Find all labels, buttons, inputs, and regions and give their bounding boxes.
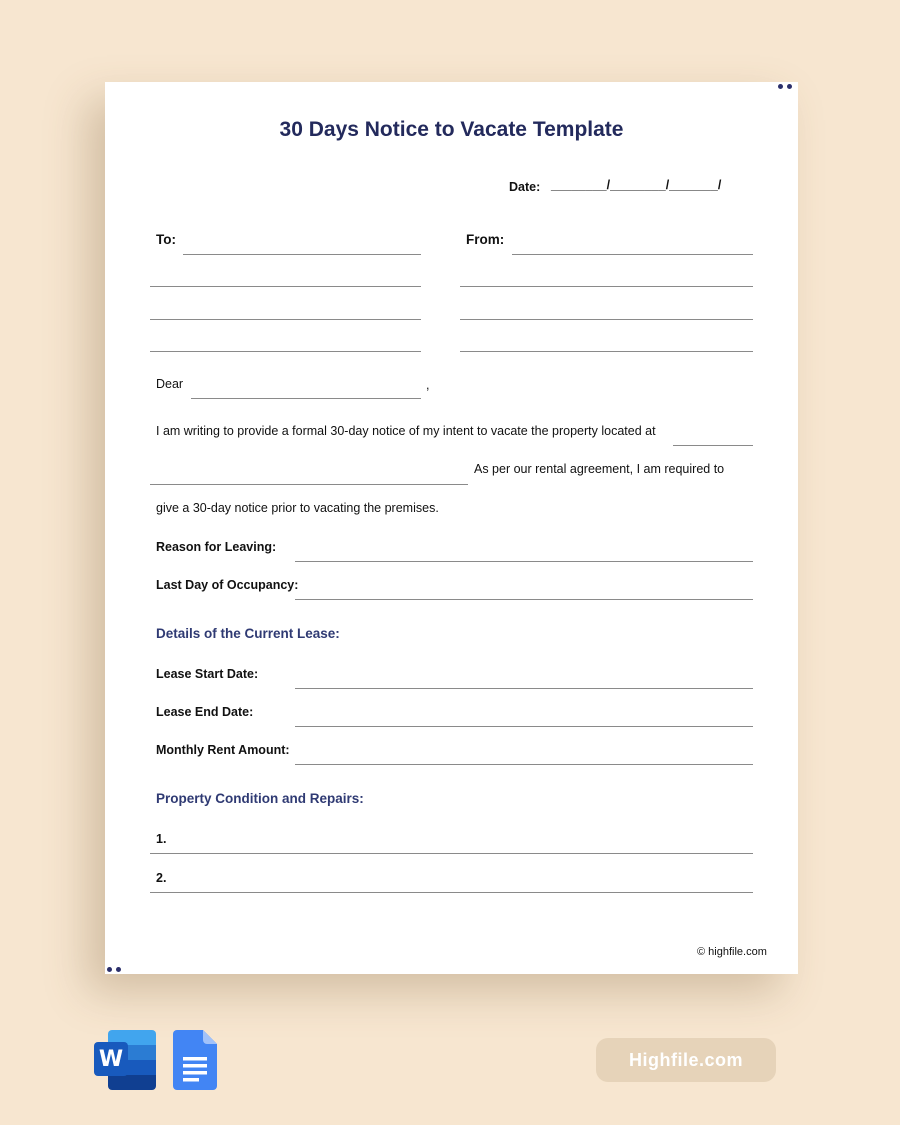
repair-item-2-label: 2. xyxy=(156,871,167,885)
to-label: To: xyxy=(156,232,176,247)
word-icon-badge: W xyxy=(94,1042,128,1076)
reason-line[interactable] xyxy=(295,561,753,562)
corner-dots-bottom xyxy=(107,967,121,972)
paragraph-line-3: give a 30-day notice prior to vacating the premises. xyxy=(156,501,439,515)
from-line-2[interactable] xyxy=(460,286,753,287)
dear-name-line[interactable] xyxy=(191,398,421,399)
app-icons xyxy=(94,1030,217,1090)
lease-start-line[interactable] xyxy=(295,688,753,689)
from-label: From: xyxy=(466,232,505,247)
property-address-line-2[interactable] xyxy=(150,484,468,485)
rent-line[interactable] xyxy=(295,764,753,765)
repair-item-1-label: 1. xyxy=(156,832,167,846)
highfile-watermark[interactable]: Highfile.com xyxy=(596,1038,776,1082)
copyright-text: © highfile.com xyxy=(697,946,767,958)
document-title: 30 Days Notice to Vacate Template xyxy=(279,118,624,141)
dear-label: Dear xyxy=(156,377,184,391)
from-line-4[interactable] xyxy=(460,351,753,352)
dear-comma: , xyxy=(426,378,430,392)
last-day-line[interactable] xyxy=(295,599,753,600)
paragraph-line-2: As per our rental agreement, I am required to xyxy=(474,462,725,476)
word-icon[interactable] xyxy=(94,1030,156,1090)
date-blanks[interactable]: ________/________/_______/ xyxy=(551,178,722,192)
repair-item-1-line[interactable] xyxy=(150,853,753,854)
document-page xyxy=(105,82,798,974)
to-line-4[interactable] xyxy=(150,351,421,352)
repair-item-2-line[interactable] xyxy=(150,892,753,893)
last-day-label: Last Day of Occupancy: xyxy=(156,578,299,592)
lease-heading: Details of the Current Lease: xyxy=(156,626,340,641)
lease-end-label: Lease End Date: xyxy=(156,705,254,719)
from-line-3[interactable] xyxy=(460,319,753,320)
corner-dots-top xyxy=(778,84,792,89)
google-docs-icon[interactable] xyxy=(173,1030,217,1090)
to-line-1[interactable] xyxy=(183,254,421,255)
reason-label: Reason for Leaving: xyxy=(156,540,277,554)
lease-start-label: Lease Start Date: xyxy=(156,667,259,681)
lease-end-line[interactable] xyxy=(295,726,753,727)
to-line-3[interactable] xyxy=(150,319,421,320)
from-line-1[interactable] xyxy=(512,254,753,255)
to-line-2[interactable] xyxy=(150,286,421,287)
date-label: Date: xyxy=(509,180,541,194)
rent-label: Monthly Rent Amount: xyxy=(156,743,290,757)
paragraph-line-1: I am writing to provide a formal 30-day notice of my intent to vacate the property located at xyxy=(156,424,656,438)
repairs-heading: Property Condition and Repairs: xyxy=(156,791,364,806)
property-address-line-1[interactable] xyxy=(673,445,753,446)
